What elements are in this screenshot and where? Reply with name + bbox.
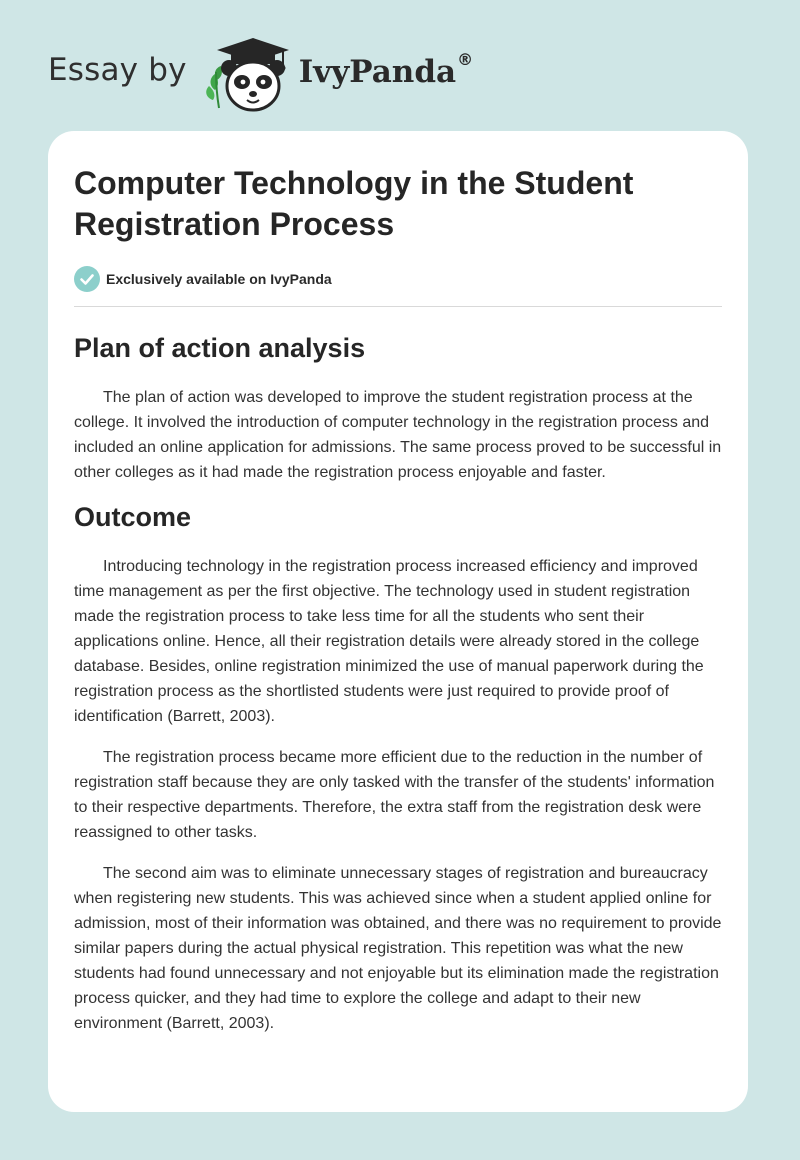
paragraph: Introducing technology in the registration process increased efficiency and improved time management as per the first objective. The technology used in student registration made the registration process to take less time for all the students who sent their applications online. Hence, all their registration details were already stored in the college database. Besides, online registration minimized the use of manual paperwork during the registration process as the shortlisted students were just required to provide proof of identification (Barrett, 2003).	[74, 558, 704, 725]
section-heading-outcome: Outcome	[74, 502, 192, 532]
divider	[74, 306, 722, 307]
panda-graduate-icon[interactable]	[201, 34, 293, 114]
check-circle-icon	[74, 266, 100, 292]
brand-name[interactable]	[298, 50, 474, 90]
paragraph: The registration process became more efficient due to the reduction in the number of registration staff because they are only tasked with the transfer of the students' information to their respective departments. Therefore, the extra staff from the registration desk were reassigned to other tasks.	[74, 749, 715, 841]
brand-text: IvyPanda	[298, 54, 457, 90]
exclusive-badge	[74, 265, 722, 293]
site-header	[48, 34, 473, 114]
exclusive-badge-label: Exclusively available on IvyPanda	[106, 271, 332, 287]
registered-mark: ®	[457, 50, 474, 69]
page-title: Computer Technology in the Student Registration Process	[74, 165, 634, 242]
paragraph: The plan of action was developed to improve the student registration process at the college. It involved the introduction of computer technology in the registration process and included an online application for admissions. The same process proved to be successful in other colleges as it had made the registration process enjoyable and faster.	[74, 389, 722, 481]
paragraph: The second aim was to eliminate unnecessary stages of registration and bureaucracy when registering new students. This was achieved since when a student applied online for admission, most of their information was obtained, and there was no requirement to provide similar papers during the actual physical registration. This repetition was what the new students had found unnecessary and not enjoyable but its elimination made the registration process quicker, and they had time to explore the college and adapt to their new environment (Barrett, 2003).	[74, 865, 722, 1032]
essay-by-label: Essay by	[48, 52, 187, 88]
article-card	[48, 131, 748, 1112]
section-heading-plan: Plan of action analysis	[74, 333, 366, 363]
